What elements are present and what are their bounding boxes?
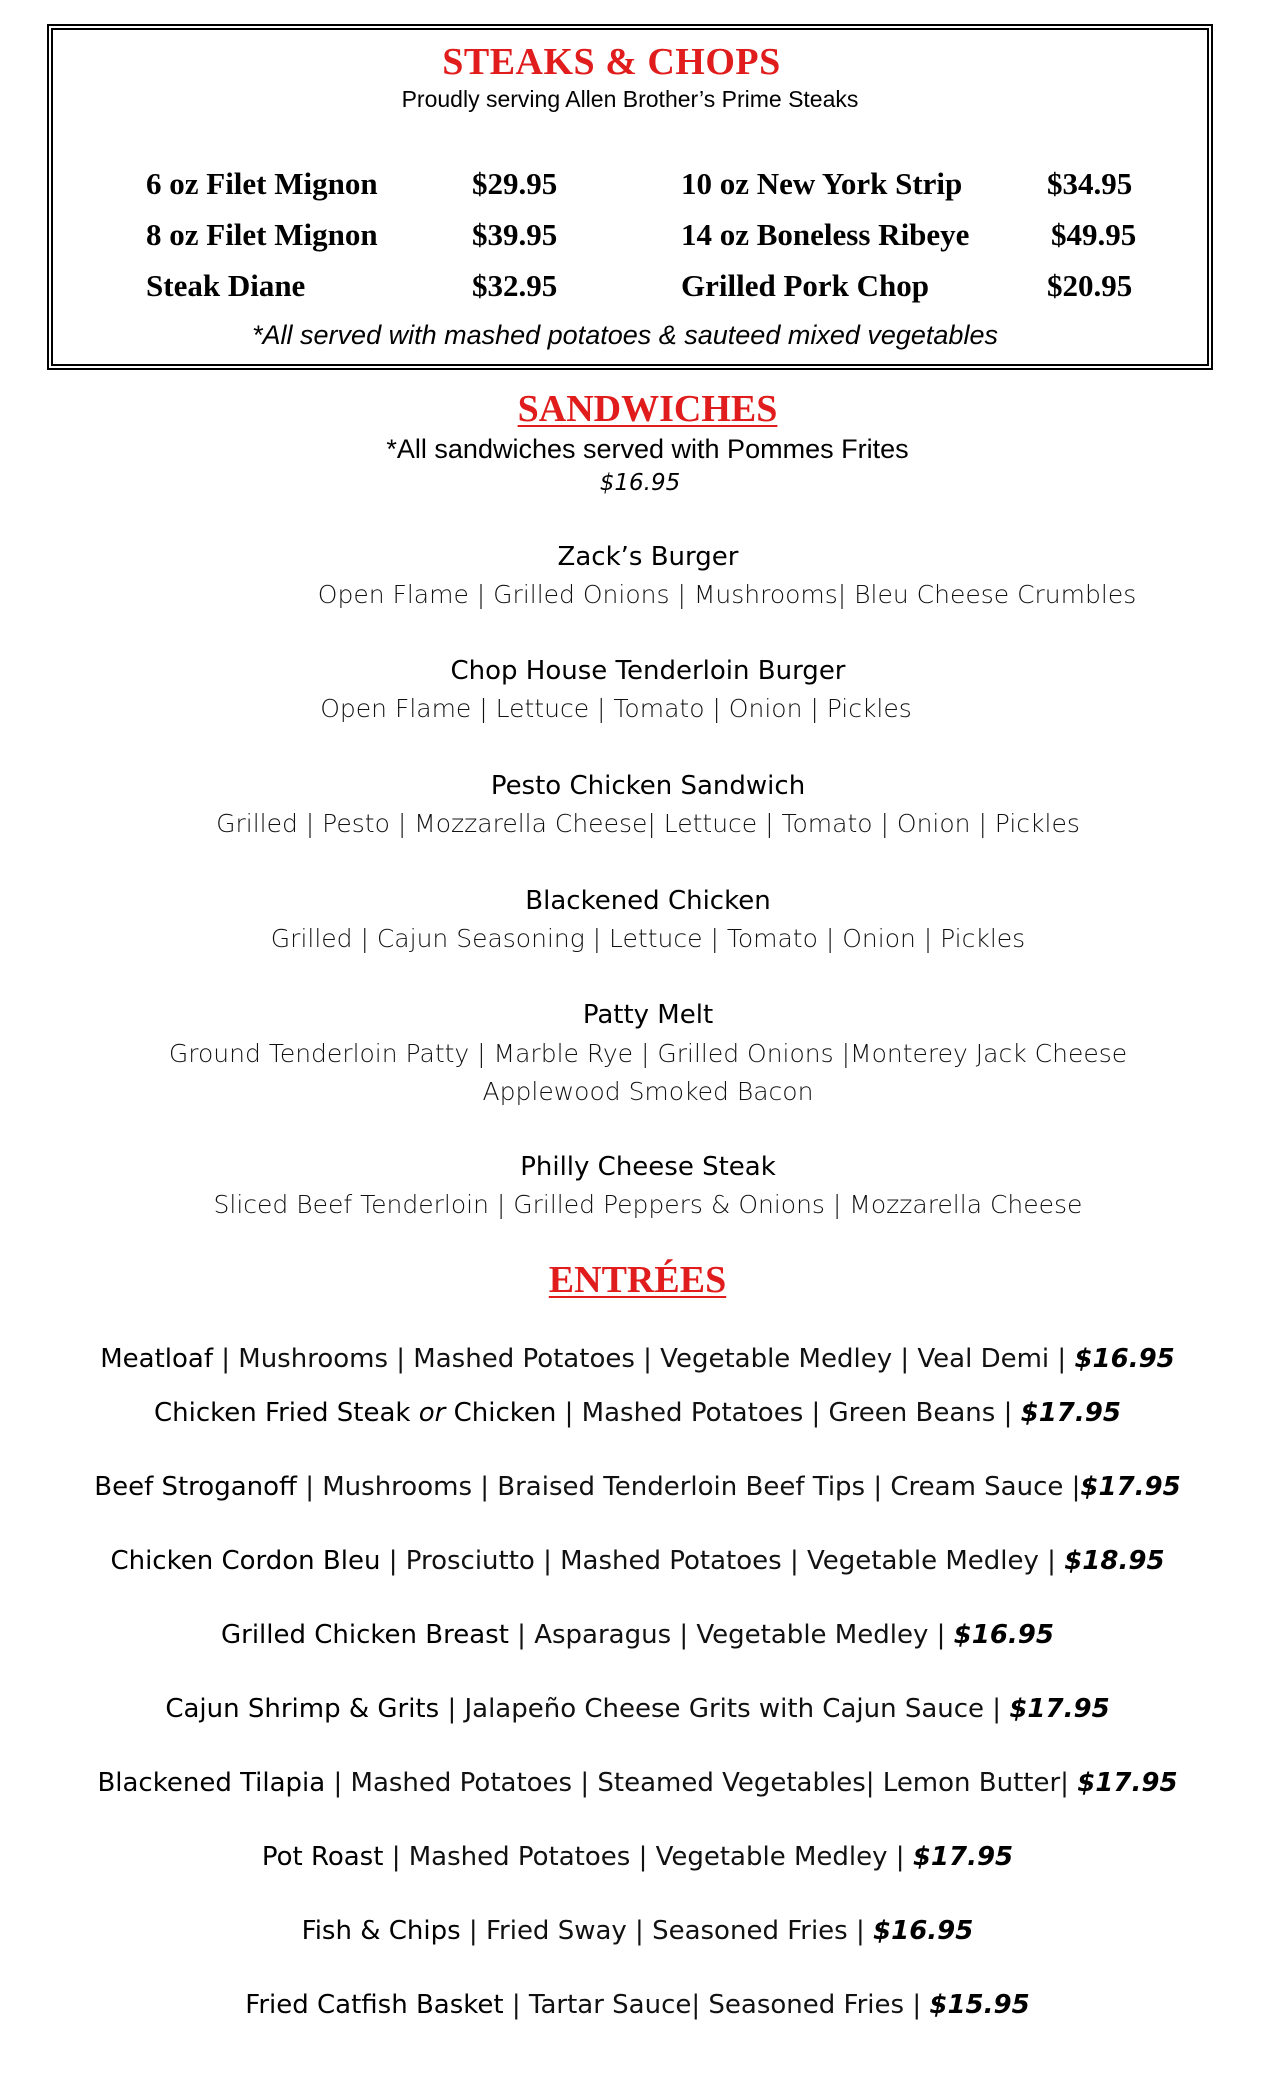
entree-name: Grilled Chicken Breast: [221, 1620, 509, 1650]
sandwich-name: Zack’s Burger: [557, 542, 739, 572]
sandwich-desc: Open Flame | Grilled Onions | Mushrooms| Bleu Cheese Crumbles: [317, 580, 1137, 609]
steak-item-name: 8 oz Filet Mignon: [146, 217, 378, 252]
entree-item: [0, 1546, 1275, 1576]
sandwich-name: Pesto Chicken Sandwich: [490, 771, 806, 801]
entree-item: [0, 1620, 1275, 1650]
sandwich-name: Patty Melt: [582, 1000, 714, 1030]
sandwich-desc-line2: Applewood Smoked Bacon: [482, 1077, 814, 1106]
entree-name: Chicken Fried Steak: [154, 1398, 419, 1428]
entree-desc: | Jalapeño Cheese Grits with Cajun Sauce |: [439, 1694, 1010, 1724]
entree-name: Cajun Shrimp & Grits: [165, 1694, 440, 1724]
entree-desc: | Mushrooms | Braised Tenderloin Beef Tips | Cream Sauce |: [296, 1472, 1081, 1502]
entree-desc: | Mashed Potatoes | Steamed Vegetables| Lemon Butter|: [325, 1768, 1078, 1798]
entree-item: [0, 1472, 1275, 1502]
entree-price: $17.95: [1020, 1398, 1121, 1428]
entree-item: [0, 1990, 1275, 2020]
steaks-chops-title: STEAKS & CHOPS: [442, 41, 781, 83]
sandwich-desc: Grilled | Pesto | Mozzarella Cheese| Lettuce | Tomato | Onion | Pickles: [216, 809, 1080, 838]
entree-desc: | Mushrooms | Mashed Potatoes | Vegetable Medley | Veal Demi |: [212, 1344, 1075, 1374]
steak-item-name: 6 oz Filet Mignon: [146, 166, 378, 201]
entree-name: Chicken: [445, 1398, 557, 1428]
entree-name: Blackened Tilapia: [97, 1768, 326, 1798]
steak-item-name: Steak Diane: [146, 268, 306, 303]
entree-item: [0, 1842, 1275, 1872]
steak-item-price: $29.95: [472, 166, 558, 201]
steak-item-name: 14 oz Boneless Ribeye: [681, 217, 970, 252]
steak-item-price: $20.95: [1047, 268, 1133, 303]
entree-desc: | Mashed Potatoes | Vegetable Medley |: [383, 1842, 913, 1872]
entree-name: Fried Catfish Basket: [245, 1990, 504, 2020]
entree-price: $17.95: [912, 1842, 1014, 1872]
sandwich-desc: Sliced Beef Tenderloin | Grilled Peppers & Onions | Mozzarella Cheese: [213, 1190, 1083, 1219]
entree-price: $17.95: [1077, 1768, 1178, 1798]
entree-name: Pot Roast: [261, 1842, 384, 1872]
entree-name: Fish & Chips: [301, 1916, 461, 1946]
entree-name: Meatloaf: [100, 1344, 213, 1374]
entree-desc: | Fried Sway | Seasoned Fries |: [460, 1916, 874, 1946]
entree-item: [0, 1398, 1275, 1428]
sandwich-name: Philly Cheese Steak: [520, 1152, 776, 1182]
sandwiches-note: *All sandwiches served with Pommes Frites: [386, 434, 909, 464]
entrees-title: ENTRÉES: [548, 1259, 727, 1301]
entree-price: $16.95: [873, 1916, 974, 1946]
entree-name-or: or: [418, 1398, 446, 1428]
entree-price: $15.95: [929, 1990, 1030, 2020]
steaks-chops-note: *All served with mashed potatoes & sauteed mixed vegetables: [252, 320, 998, 350]
entree-price: $17.95: [1009, 1694, 1110, 1724]
sandwich-desc: Grilled | Cajun Seasoning | Lettuce | Tomato | Onion | Pickles: [270, 924, 1026, 953]
sandwich-desc: Ground Tenderloin Patty | Marble Rye | Grilled Onions |Monterey Jack Cheese: [168, 1039, 1128, 1068]
entree-name: Chicken Cordon Bleu: [110, 1546, 381, 1576]
entree-price: $18.95: [1064, 1546, 1165, 1576]
entree-price: $17.95: [1080, 1472, 1181, 1502]
sandwich-name: Chop House Tenderloin Burger: [450, 656, 846, 686]
entree-desc: | Prosciutto | Mashed Potatoes | Vegetable Medley |: [380, 1546, 1065, 1576]
sandwich-name: Blackened Chicken: [525, 886, 771, 916]
entree-item: [0, 1916, 1275, 1946]
entree-desc: | Tartar Sauce| Seasoned Fries |: [503, 1990, 930, 2020]
sandwiches-title: SANDWICHES: [517, 388, 778, 430]
steak-item-price: $34.95: [1047, 166, 1133, 201]
entree-desc: | Mashed Potatoes | Green Beans |: [556, 1398, 1021, 1428]
sandwiches-price: $16.95: [599, 470, 681, 496]
entree-item: [0, 1694, 1275, 1724]
entree-desc: | Asparagus | Vegetable Medley |: [508, 1620, 954, 1650]
steak-item-name: 10 oz New York Strip: [681, 166, 963, 201]
entree-price: $16.95: [1074, 1344, 1175, 1374]
steak-item-price: $49.95: [1051, 217, 1137, 252]
sandwich-desc: Open Flame | Lettuce | Tomato | Onion | Pickles: [320, 694, 912, 723]
entree-name: Beef Stroganoff: [94, 1472, 297, 1502]
entree-price: $16.95: [953, 1620, 1054, 1650]
entree-item: [0, 1344, 1275, 1374]
steak-item-price: $32.95: [472, 268, 558, 303]
steak-item-name: Grilled Pork Chop: [681, 268, 930, 303]
steak-item-price: $39.95: [472, 217, 558, 252]
entree-item: [0, 1768, 1275, 1798]
steaks-chops-subtitle: Proudly serving Allen Brother’s Prime Steaks: [401, 86, 859, 112]
